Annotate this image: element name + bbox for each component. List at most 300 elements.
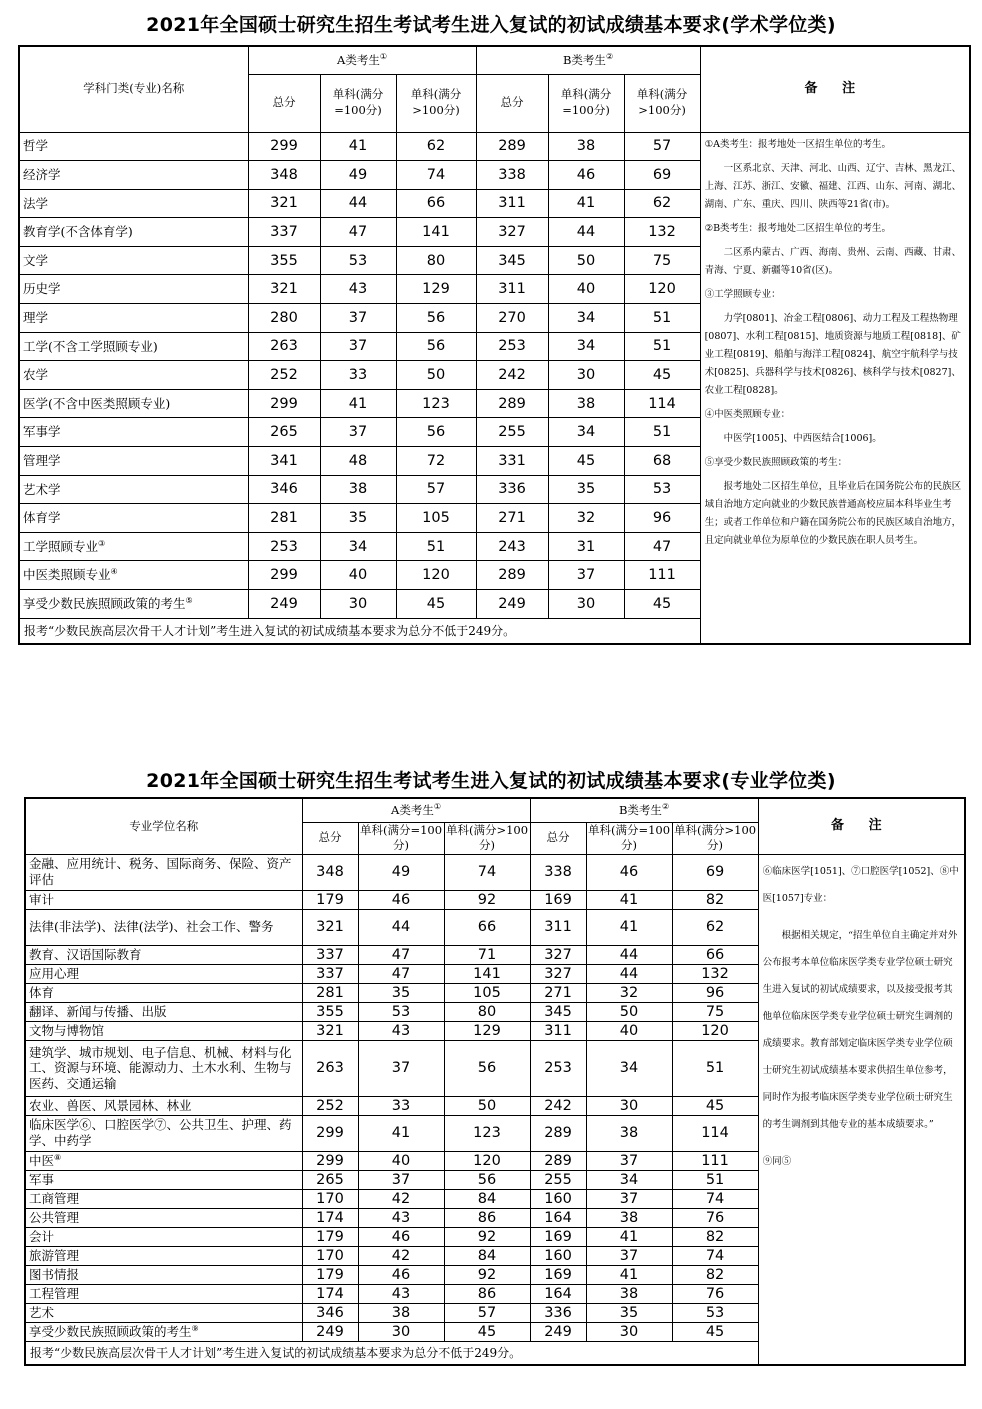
- score-a-single100: 38: [320, 475, 396, 504]
- score-a-single-over100: 86: [444, 1208, 530, 1227]
- score-a-single-over100: 92: [444, 890, 530, 909]
- score-b-single-over100: 68: [624, 447, 700, 476]
- score-b-single100: 38: [586, 1284, 672, 1303]
- score-a-single-over100: 62: [396, 132, 476, 161]
- score-a-single-over100: 141: [444, 964, 530, 983]
- score-a-single100: 41: [358, 1115, 444, 1151]
- score-a-total: 263: [248, 332, 320, 361]
- score-a-single-over100: 123: [444, 1115, 530, 1151]
- row-name-footnote-mark: ⑤: [185, 595, 193, 605]
- score-b-total: 271: [476, 504, 548, 533]
- score-b-single-over100: 114: [672, 1115, 758, 1151]
- score-b-single-over100: 51: [672, 1170, 758, 1189]
- score-a-single100: 41: [320, 389, 396, 418]
- score-a-total: 249: [248, 590, 320, 619]
- row-name-cell: [25, 854, 302, 890]
- row-name: 图书情报: [29, 1266, 80, 1282]
- score-a-single100: 46: [358, 890, 444, 909]
- score-a-total: 179: [302, 1227, 358, 1246]
- score-b-total: 345: [530, 1002, 586, 1021]
- row-name-footnote-mark: ⑧: [54, 1152, 62, 1162]
- row-name: 法学: [23, 195, 49, 211]
- score-a-single100: 37: [320, 304, 396, 333]
- row-name-cell: [25, 1151, 302, 1170]
- footnote: 报考“少数民族高层次骨干人才计划”考生进入复试的初试成绩基本要求为总分不低于249分。: [25, 1341, 758, 1365]
- row-name: 医学(不含中医类照顾专业): [23, 395, 171, 411]
- score-b-single-over100: 51: [624, 332, 700, 361]
- row-name-cell: [25, 1322, 302, 1341]
- score-a-single-over100: 66: [444, 909, 530, 945]
- score-b-single100: 44: [548, 218, 624, 247]
- row-name: 体育学: [23, 510, 61, 526]
- score-a-single-over100: 80: [396, 246, 476, 275]
- score-b-single-over100: 120: [672, 1021, 758, 1040]
- score-a-single100: 49: [320, 161, 396, 190]
- score-b-total: 311: [530, 909, 586, 945]
- academic-header-remarks: 备 注: [700, 46, 970, 132]
- score-b-total: 242: [476, 361, 548, 390]
- score-b-single-over100: 111: [672, 1151, 758, 1170]
- row-name-cell: [25, 1021, 302, 1040]
- score-b-single100: 44: [586, 945, 672, 964]
- score-a-single100: 37: [358, 1170, 444, 1189]
- row-name: 农学: [23, 367, 49, 383]
- score-b-single100: 37: [586, 1151, 672, 1170]
- score-a-total: 179: [302, 890, 358, 909]
- row-name-cell: [19, 189, 248, 218]
- score-a-single100: 33: [358, 1096, 444, 1115]
- remarks-note: 力学[0801]、冶金工程[0806]、动力工程及工程热物理[0807]、水利工程[0815]、地质资源与地质工程[0818]、矿业工程[0819]、船舶与海洋工程[0824]、航空宇航科学与技术[0825]、兵器科学与技术[0826]、核科学与技术[0827]、农业工程[0828]。: [704, 312, 961, 397]
- score-a-single-over100: 56: [396, 418, 476, 447]
- score-b-single-over100: 96: [624, 504, 700, 533]
- score-a-single100: 30: [320, 590, 396, 619]
- score-a-total: 265: [248, 418, 320, 447]
- remarks-notes: [700, 132, 970, 644]
- score-b-single100: 31: [548, 532, 624, 561]
- score-a-single-over100: 92: [444, 1265, 530, 1284]
- score-a-single100: 30: [358, 1322, 444, 1341]
- score-b-single100: 46: [586, 854, 672, 890]
- row-name: 工学(不含工学照顾专业): [23, 338, 158, 354]
- score-b-single-over100: 62: [672, 909, 758, 945]
- score-b-single100: 32: [586, 983, 672, 1002]
- score-a-single100: 40: [358, 1151, 444, 1170]
- score-a-single100: 43: [358, 1021, 444, 1040]
- score-b-total: 289: [530, 1151, 586, 1170]
- row-name-cell: [19, 504, 248, 533]
- score-b-single-over100: 120: [624, 275, 700, 304]
- row-name-footnote-mark: ⑨: [191, 1323, 199, 1333]
- score-b-total: 249: [476, 590, 548, 619]
- score-b-single100: 37: [586, 1246, 672, 1265]
- row-name: 管理学: [23, 453, 61, 469]
- row-name: 文学: [23, 252, 49, 268]
- score-b-single-over100: 82: [672, 1227, 758, 1246]
- score-b-single-over100: 132: [672, 964, 758, 983]
- score-a-total: 249: [302, 1322, 358, 1341]
- score-b-single100: 40: [586, 1021, 672, 1040]
- score-b-total: 169: [530, 1227, 586, 1246]
- row-name: 建筑学、城市规划、电子信息、机械、材料与化工、资源与环境、能源动力、土木水利、生物与医药、交通运输: [29, 1044, 292, 1091]
- score-a-total: 348: [302, 854, 358, 890]
- score-a-total: 299: [248, 132, 320, 161]
- score-b-single-over100: 82: [672, 890, 758, 909]
- row-name: 工学照顾专业: [23, 538, 99, 554]
- professional-header-b-single-over100: 单科(满分>100分): [672, 822, 758, 854]
- score-a-total: 346: [248, 475, 320, 504]
- remarks-note: ⑤享受少数民族照顾政策的考生：: [704, 457, 848, 469]
- score-a-total: 170: [302, 1246, 358, 1265]
- row-name-cell: [19, 332, 248, 361]
- score-a-total: 252: [248, 361, 320, 390]
- remarks-note: ④中医类照顾专业：: [704, 409, 791, 421]
- row-name-cell: [25, 1040, 302, 1096]
- remarks-note: 中医学[1005]、中西医结合[1006]。: [723, 433, 882, 445]
- score-b-single100: 34: [586, 1170, 672, 1189]
- score-b-single100: 30: [548, 590, 624, 619]
- remarks-note: 二区系内蒙古、广西、海南、贵州、云南、西藏、甘肃、青海、宁夏、新疆等10省(区)。: [704, 246, 962, 276]
- row-name-footnote-mark: ④: [110, 567, 118, 577]
- row-name-cell: [25, 945, 302, 964]
- score-b-total: 289: [530, 1115, 586, 1151]
- row-name-footnote-mark: ③: [98, 538, 106, 548]
- score-b-single-over100: 53: [672, 1303, 758, 1322]
- score-a-single100: 53: [358, 1002, 444, 1021]
- score-b-total: 270: [476, 304, 548, 333]
- score-a-single100: 38: [358, 1303, 444, 1322]
- professional-header-group-b: B类考生②: [530, 798, 758, 822]
- score-b-single100: 35: [548, 475, 624, 504]
- score-b-single-over100: 76: [672, 1284, 758, 1303]
- score-b-single100: 34: [548, 304, 624, 333]
- score-a-total: 299: [248, 389, 320, 418]
- row-name: 军事: [29, 1171, 55, 1187]
- row-name-cell: [19, 447, 248, 476]
- professional-header-discipline: 专业学位名称: [25, 798, 302, 854]
- score-a-total: 253: [248, 532, 320, 561]
- score-a-single-over100: 71: [444, 945, 530, 964]
- row-name: 经济学: [23, 167, 61, 183]
- footnote: 报考“少数民族高层次骨干人才计划”考生进入复试的初试成绩基本要求为总分不低于249分。: [19, 618, 700, 644]
- score-a-single-over100: 51: [396, 532, 476, 561]
- score-b-single-over100: 45: [672, 1096, 758, 1115]
- score-b-single100: 30: [586, 1322, 672, 1341]
- score-a-total: 263: [302, 1040, 358, 1096]
- score-a-total: 280: [248, 304, 320, 333]
- row-name-cell: [25, 1115, 302, 1151]
- score-a-single-over100: 45: [396, 590, 476, 619]
- score-a-single-over100: 120: [444, 1151, 530, 1170]
- row-name: 工商管理: [29, 1190, 80, 1206]
- professional-table: [24, 797, 966, 1366]
- score-a-total: 281: [302, 983, 358, 1002]
- score-a-total: 346: [302, 1303, 358, 1322]
- score-b-total: 253: [476, 332, 548, 361]
- professional-header-b-single100: 单科(满分=100分): [586, 822, 672, 854]
- score-a-single-over100: 74: [396, 161, 476, 190]
- row-name-cell: [19, 161, 248, 190]
- professional-title: 2021年全国硕士研究生招生考试考生进入复试的初试成绩基本要求(专业学位类): [146, 770, 836, 792]
- score-a-single-over100: 123: [396, 389, 476, 418]
- row-name: 历史学: [23, 281, 61, 297]
- score-b-total: 338: [530, 854, 586, 890]
- score-b-total: 253: [530, 1040, 586, 1096]
- row-name-cell: [25, 1096, 302, 1115]
- score-a-single-over100: 141: [396, 218, 476, 247]
- score-b-total: 249: [530, 1322, 586, 1341]
- score-a-total: 341: [248, 447, 320, 476]
- row-name: 审计: [29, 891, 55, 907]
- score-a-single100: 47: [320, 218, 396, 247]
- professional-header-remarks: 备 注: [758, 798, 965, 854]
- score-b-total: 289: [476, 132, 548, 161]
- row-name: 理学: [23, 310, 49, 326]
- score-a-single-over100: 56: [396, 304, 476, 333]
- row-name: 享受少数民族照顾政策的考生: [29, 1323, 192, 1339]
- score-b-total: 327: [530, 964, 586, 983]
- row-name: 旅游管理: [29, 1247, 80, 1263]
- academic-header-group-b: B类考生②: [476, 46, 700, 74]
- row-name: 军事学: [23, 424, 61, 440]
- score-b-single-over100: 132: [624, 218, 700, 247]
- professional-header-b-total: 总分: [530, 822, 586, 854]
- score-a-total: 299: [302, 1115, 358, 1151]
- score-b-total: 336: [476, 475, 548, 504]
- academic-title: 2021年全国硕士研究生招生考试考生进入复试的初试成绩基本要求(学术学位类): [146, 14, 836, 36]
- score-a-total: 174: [302, 1208, 358, 1227]
- score-b-single100: 34: [548, 332, 624, 361]
- score-b-single-over100: 45: [624, 361, 700, 390]
- professional-header-a-single-over100: 单科(满分>100分): [444, 822, 530, 854]
- score-b-single100: 41: [586, 909, 672, 945]
- score-a-single100: 35: [358, 983, 444, 1002]
- score-b-single100: 38: [586, 1115, 672, 1151]
- row-name-cell: [19, 304, 248, 333]
- score-a-total: 321: [248, 189, 320, 218]
- score-b-single100: 41: [586, 1265, 672, 1284]
- score-a-single-over100: 105: [396, 504, 476, 533]
- remarks-note: ⑥临床医学[1051]、⑦口腔医学[1052]、⑧中医[1057]专业：: [762, 865, 959, 904]
- score-b-single-over100: 74: [672, 1246, 758, 1265]
- score-b-single-over100: 76: [672, 1208, 758, 1227]
- score-b-single-over100: 114: [624, 389, 700, 418]
- score-b-total: 160: [530, 1189, 586, 1208]
- score-a-single-over100: 56: [444, 1170, 530, 1189]
- score-b-single-over100: 45: [672, 1322, 758, 1341]
- row-name-cell: [25, 1002, 302, 1021]
- remarks-notes: [758, 854, 965, 1365]
- score-a-single-over100: 129: [444, 1021, 530, 1040]
- row-name-cell: [25, 1265, 302, 1284]
- score-b-single100: 40: [548, 275, 624, 304]
- score-b-total: 338: [476, 161, 548, 190]
- row-name-cell: [19, 218, 248, 247]
- academic-table-body: [19, 132, 970, 644]
- score-b-total: 255: [476, 418, 548, 447]
- score-b-single-over100: 82: [672, 1265, 758, 1284]
- score-a-single-over100: 50: [396, 361, 476, 390]
- row-name-cell: [19, 246, 248, 275]
- score-a-single100: 43: [320, 275, 396, 304]
- remarks-note: ②B类考生：报考地处二区招生单位的考生。: [704, 222, 892, 234]
- academic-header-discipline: 学科门类(专业)名称: [19, 46, 248, 132]
- table-row: [19, 132, 970, 161]
- score-b-total: 289: [476, 561, 548, 590]
- score-b-single100: 35: [586, 1303, 672, 1322]
- score-b-total: 327: [530, 945, 586, 964]
- score-b-total: 243: [476, 532, 548, 561]
- row-name: 临床医学⑥、口腔医学⑦、公共卫生、护理、药学、中药学: [29, 1117, 292, 1149]
- academic-header-a-single-over100: 单科(满分>100分): [396, 74, 476, 132]
- row-name: 公共管理: [29, 1209, 80, 1225]
- score-a-single100: 43: [358, 1208, 444, 1227]
- score-a-single-over100: 50: [444, 1096, 530, 1115]
- score-b-total: 255: [530, 1170, 586, 1189]
- score-b-single100: 34: [586, 1040, 672, 1096]
- score-a-single100: 34: [320, 532, 396, 561]
- score-b-total: 242: [530, 1096, 586, 1115]
- score-b-single-over100: 75: [672, 1002, 758, 1021]
- score-b-total: 345: [476, 246, 548, 275]
- score-b-single-over100: 75: [624, 246, 700, 275]
- score-a-total: 299: [302, 1151, 358, 1170]
- score-a-single100: 46: [358, 1265, 444, 1284]
- score-b-single100: 41: [586, 1227, 672, 1246]
- academic-header-b-single-over100: 单科(满分>100分): [624, 74, 700, 132]
- score-b-total: 336: [530, 1303, 586, 1322]
- score-a-single100: 47: [358, 964, 444, 983]
- score-a-single100: 48: [320, 447, 396, 476]
- score-b-single-over100: 51: [624, 304, 700, 333]
- professional-header-a-single100: 单科(满分=100分): [358, 822, 444, 854]
- row-name: 翻译、新闻与传播、出版: [29, 1003, 167, 1019]
- score-b-single100: 38: [586, 1208, 672, 1227]
- academic-table: [18, 45, 971, 645]
- score-b-single-over100: 53: [624, 475, 700, 504]
- score-b-total: 289: [476, 389, 548, 418]
- score-a-total: 337: [302, 945, 358, 964]
- score-b-single100: 50: [586, 1002, 672, 1021]
- score-a-total: 252: [302, 1096, 358, 1115]
- score-b-total: 311: [476, 189, 548, 218]
- score-b-single-over100: 66: [672, 945, 758, 964]
- score-b-total: 331: [476, 447, 548, 476]
- score-a-total: 337: [302, 964, 358, 983]
- score-a-single100: 37: [320, 332, 396, 361]
- score-b-single-over100: 47: [624, 532, 700, 561]
- row-name: 教育、汉语国际教育: [29, 946, 142, 962]
- score-b-single100: 34: [548, 418, 624, 447]
- score-a-total: 321: [302, 909, 358, 945]
- score-b-single-over100: 51: [672, 1040, 758, 1096]
- score-a-total: 281: [248, 504, 320, 533]
- score-b-total: 169: [530, 1265, 586, 1284]
- row-name-cell: [25, 964, 302, 983]
- row-name-cell: [25, 1303, 302, 1322]
- score-b-total: 271: [530, 983, 586, 1002]
- row-name-cell: [19, 361, 248, 390]
- row-name-cell: [25, 1189, 302, 1208]
- score-b-total: 327: [476, 218, 548, 247]
- score-a-single100: 40: [320, 561, 396, 590]
- score-b-single-over100: 69: [624, 161, 700, 190]
- score-b-single100: 41: [548, 189, 624, 218]
- score-a-single-over100: 84: [444, 1246, 530, 1265]
- score-b-single100: 46: [548, 161, 624, 190]
- score-a-single100: 42: [358, 1246, 444, 1265]
- score-a-single-over100: 56: [444, 1040, 530, 1096]
- score-b-single100: 30: [586, 1096, 672, 1115]
- row-name-cell: [19, 275, 248, 304]
- row-name-cell: [25, 983, 302, 1002]
- score-a-single-over100: 57: [444, 1303, 530, 1322]
- score-a-total: 321: [302, 1021, 358, 1040]
- score-a-single100: 47: [358, 945, 444, 964]
- score-b-single100: 50: [548, 246, 624, 275]
- academic-header-a-single100: 单科(满分=100分): [320, 74, 396, 132]
- score-b-total: 160: [530, 1246, 586, 1265]
- academic-header-group-a: A类考生①: [248, 46, 476, 74]
- row-name-cell: [25, 909, 302, 945]
- score-a-total: 355: [302, 1002, 358, 1021]
- score-a-total: 348: [248, 161, 320, 190]
- row-name-cell: [19, 561, 248, 590]
- score-a-total: 299: [248, 561, 320, 590]
- score-a-single-over100: 57: [396, 475, 476, 504]
- score-b-single100: 44: [586, 964, 672, 983]
- remarks-note: ③工学照顾专业：: [704, 288, 781, 300]
- score-a-single-over100: 72: [396, 447, 476, 476]
- table-row: [25, 854, 965, 890]
- row-name-cell: [25, 1170, 302, 1189]
- score-b-single100: 41: [586, 890, 672, 909]
- row-name: 艺术学: [23, 481, 61, 497]
- row-name-cell: [25, 1284, 302, 1303]
- score-b-single100: 32: [548, 504, 624, 533]
- professional-table-body: [25, 854, 965, 1365]
- score-b-single100: 38: [548, 132, 624, 161]
- academic-header-b-single100: 单科(满分=100分): [548, 74, 624, 132]
- row-name-cell: [19, 418, 248, 447]
- score-a-single-over100: 84: [444, 1189, 530, 1208]
- row-name-cell: [19, 132, 248, 161]
- remarks-note: 报考地处二区招生单位，且毕业后在国务院公布的民族区域自治地方定向就业的少数民族普通高校应届本科毕业生考生；或者工作单位和户籍在国务院公布的民族区域自治地方，且定向就业单位为原单位的少数民族在职人员考生。: [704, 481, 962, 547]
- row-name: 艺术: [29, 1304, 55, 1320]
- remarks-note: 根据相关规定，“招生单位自主确定并对外公布报考本单位临床医学类专业学位硕士研究生进入复试的初试成绩要求，以及接受报考其他单位临床医学类专业学位硕士研究生调剂的成绩要求。教育部划定临床医学类专业学位硕士研究生初试成绩基本要求供招生单位参考，同时作为报考临床医学类专业学位硕士研究生的考生调剂到其他专业的基本成绩要求。”: [762, 929, 958, 1131]
- row-name: 体育: [29, 984, 55, 1000]
- row-name: 文物与博物馆: [29, 1022, 105, 1038]
- row-name: 中医: [29, 1152, 55, 1168]
- row-name-cell: [25, 1227, 302, 1246]
- score-a-single100: 44: [358, 909, 444, 945]
- score-a-single100: 37: [320, 418, 396, 447]
- score-b-single100: 38: [548, 389, 624, 418]
- score-a-single100: 43: [358, 1284, 444, 1303]
- score-a-single100: 41: [320, 132, 396, 161]
- score-a-single100: 44: [320, 189, 396, 218]
- score-b-total: 164: [530, 1208, 586, 1227]
- row-name: 应用心理: [29, 965, 80, 981]
- score-a-single-over100: 66: [396, 189, 476, 218]
- professional-header-group-a: A类考生①: [302, 798, 530, 822]
- score-b-total: 169: [530, 890, 586, 909]
- academic-header-b-total: 总分: [476, 74, 548, 132]
- row-name-cell: [19, 590, 248, 619]
- score-a-total: 170: [302, 1189, 358, 1208]
- row-name: 教育学(不含体育学): [23, 224, 133, 240]
- academic-header-a-total: 总分: [248, 74, 320, 132]
- score-b-single-over100: 57: [624, 132, 700, 161]
